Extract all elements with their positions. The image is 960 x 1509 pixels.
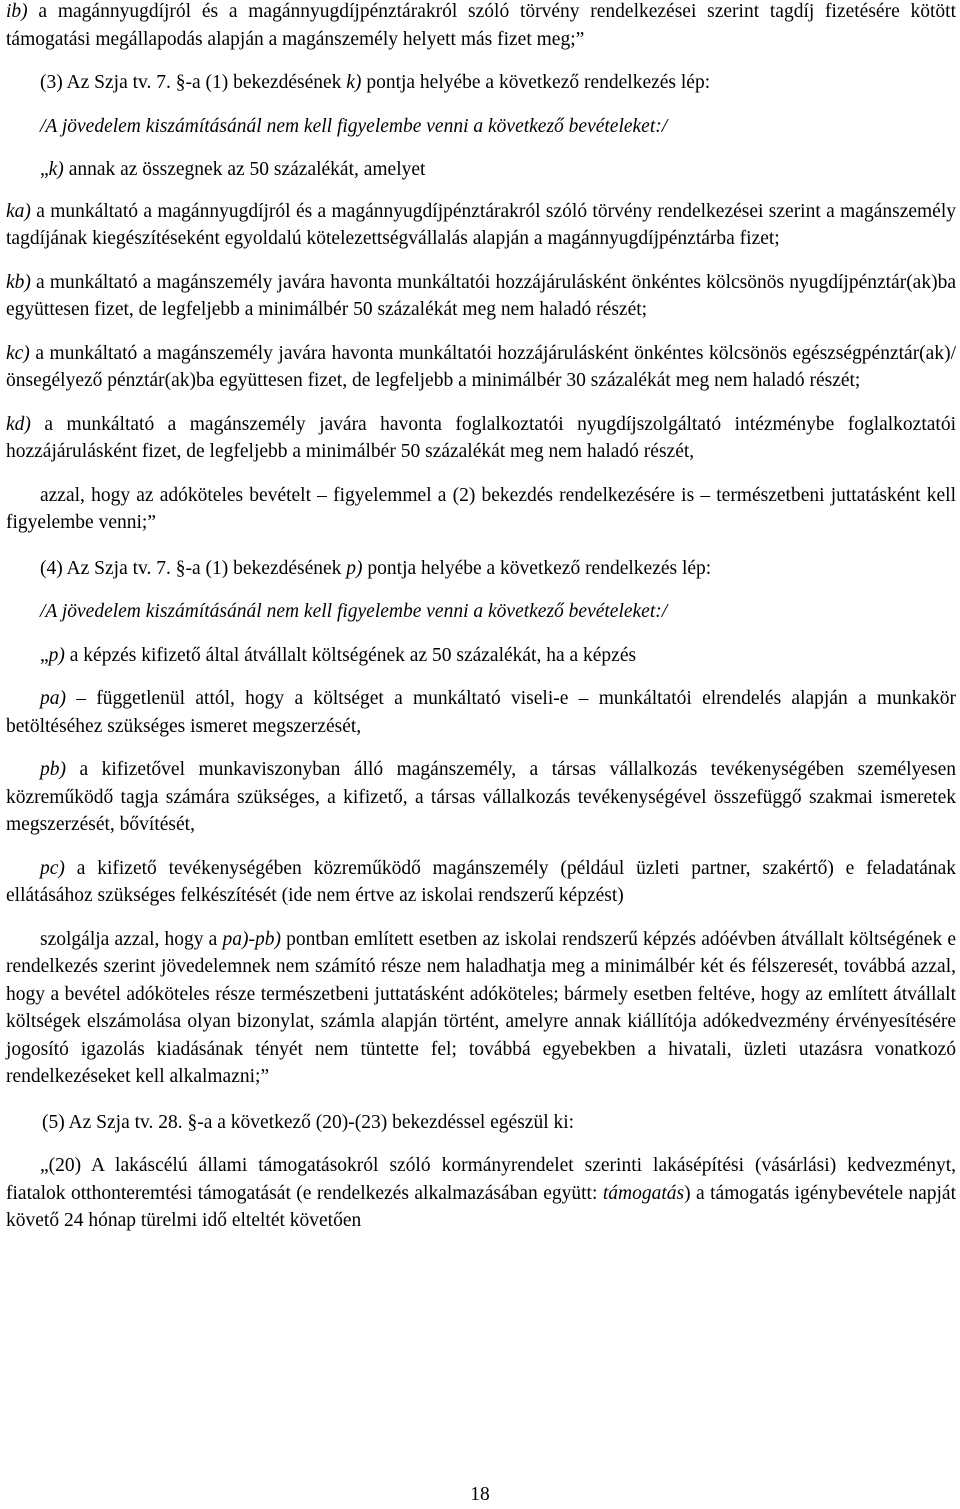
text-run: ) a támogatás igénybevétele napját követő 24 hónap türelmi idő elteltét követően (6, 1182, 957, 1231)
text-run: (5) Az Szja tv. 28. §-a a következő (20)-(23) bekezdéssel egészül ki: (42, 1111, 575, 1133)
text-run: a munkáltató a magánnyugdíjról és a magánnyugdíjpénztárakról szóló törvény rendelkezései szerint a magánszemély tagdíjának kiegészítéseként egyoldalú kötelezettségvállalás alapján a magánnyugdíjpénztárba fizet; (6, 200, 956, 249)
text-run: a munkáltató a magánszemély javára havonta munkáltatói hozzájárulásként önkéntes kölcsönös nyugdíjpénztár(ak)ba együttesen fizet, de legfeljebb a minimálbér 50 százalékát meg nem haladó részét; (6, 271, 956, 320)
paragraph-ib (6, 0, 956, 53)
italic-text-run: /A jövedelem kiszámításánál nem kell figyelembe venni a következő bevételeket:/ (40, 601, 668, 622)
text-run: a munkáltató a magánszemély javára havonta foglalkoztatói nyugdíjszolgáltató intézménybe foglalkoztatói hozzájárulásként fizet, de legfeljebb a minimálbér 50 százalékát meg nem haladó részét, (6, 413, 956, 462)
paragraph-kd (6, 411, 956, 466)
italic-text-run: pa) (40, 688, 66, 709)
text-run: pontja helyébe a következő rendelkezés lép: (361, 72, 711, 93)
text-run: „ (40, 159, 49, 180)
paragraph-kb (6, 269, 956, 324)
paragraph-pb (6, 756, 956, 839)
paragraph-azzal (6, 482, 956, 537)
paragraph-pa (6, 685, 956, 740)
italic-text-run: k) (48, 159, 64, 180)
text-run: a kifizetővel munkaviszonyban álló magánszemély, a társas vállalkozás tevékenységében személyesen közreműködő tagja számára szükséges, a kifizető, a társas vállalkozás tevékenységével összefüggő szakmai ismeretek megszerzését, bővítését, (6, 759, 956, 835)
page-number: 18 (470, 1484, 490, 1505)
paragraph-szolgalja (6, 926, 956, 1091)
text-run: (4) Az Szja tv. 7. §-a (1) bekezdésének (40, 557, 347, 579)
italic-text-run: kb) (6, 271, 31, 293)
italic-text-run: ib) (6, 1, 28, 22)
text-run: a kifizető tevékenységében közreműködő magánszemély (például üzleti partner, szakértő) e feladatának ellátásához szükséges felkészítését (ide nem értve az iskolai rendszerű képzést) (6, 857, 956, 906)
italic-text-run: /A jövedelem kiszámításánál nem kell figyelembe venni a következő bevételeket:/ (40, 115, 668, 137)
text-run: szolgálja azzal, hogy a (40, 928, 223, 950)
paragraph-k (6, 156, 956, 184)
paragraph-section-5 (6, 1109, 956, 1137)
italic-text-run: pb) (40, 759, 66, 780)
paragraph-section-4 (6, 555, 956, 583)
paragraph-heading-italic-2 (6, 598, 956, 626)
paragraph-p (6, 642, 956, 670)
text-run: a munkáltató a magánszemély javára havonta munkáltatói hozzájárulásként önkéntes kölcsönös egészségpénztár(ak)/önsegélyező pénztár(ak)ba együttesen fizet, de legfeljebb a minimálbér 30 százalékát meg nem haladó részét; (6, 342, 956, 391)
text-run: „ (40, 644, 49, 666)
italic-text-run: támogatás (602, 1182, 685, 1204)
text-run: a magánnyugdíjról és a magánnyugdíjpénztárakról szóló törvény rendelkezései szerint tagdíj fizetésére kötött támogatási megállapodás alapján a magánszemély helyett más fizet meg;” (6, 1, 956, 50)
italic-text-run: p) (48, 644, 65, 666)
paragraph-kc (6, 340, 956, 395)
italic-text-run: kc) (6, 342, 30, 364)
italic-text-run: p) (346, 557, 363, 579)
italic-text-run: k) (346, 72, 362, 93)
paragraph-20 (6, 1152, 956, 1235)
italic-text-run: ka) (6, 200, 31, 222)
text-run: – függetlenül attól, hogy a költséget a munkáltató viseli-e – munkáltatói elrendelés alapján a munkakör betöltéséhez szükséges ismeret megszerzését, (6, 688, 956, 737)
text-run: (3) Az Szja tv. 7. §-a (1) bekezdésének (40, 72, 347, 93)
text-run: azzal, hogy az adóköteles bevételt – figyelemmel a (2) bekezdés rendelkezésére is – természetbeni juttatásként kell figyelembe venni;” (6, 484, 956, 533)
text-run: pontja helyébe a következő rendelkezés lép: (362, 557, 712, 579)
italic-text-run: pa)-pb) (222, 928, 281, 950)
text-run: annak az összegnek az 50 százalékát, amelyet (63, 159, 426, 180)
paragraph-ka (6, 198, 956, 253)
paragraph-heading-italic (6, 113, 956, 141)
paragraph-pc (6, 855, 956, 910)
italic-text-run: pc) (40, 857, 65, 879)
italic-text-run: kd) (6, 413, 31, 435)
paragraph-section-3 (6, 69, 956, 97)
text-run: pontban említett esetben az iskolai rendszerű képzés adóévben átvállalt költségének e rendelkezés szerint jövedelemnek nem számító része nem haladhatja meg a minimálbér két és félszeresét, továbbá azzal, hogy a bevétel adóköteles része természetbeni juttatásként adóköteles; bármely esetben feltéve, hogy az említett átvállalt költségek elszámolása olyan bizonylat, számla alapján történt, amelyre annak kiállítója adókedvezmény érvényesítésére jogosító igazolás kiadásának tényét nem tüntette fel; továbbá egyebekben a hivatali, üzleti utazásra vonatkozó rendelkezéseket kell alkalmazni;” (6, 928, 957, 1087)
text-run: „(20) A lakáscélú állami támogatásokról szóló kormányrendelet szerinti lakásépítési (vásárlási) kedvezményt, fiatalok otthonteremtési támogatását (e rendelkezés alkalmazásában együtt: (6, 1155, 956, 1204)
text-run: a képzés kifizető által átvállalt költségének az 50 százalékát, ha a képzés (64, 644, 637, 666)
